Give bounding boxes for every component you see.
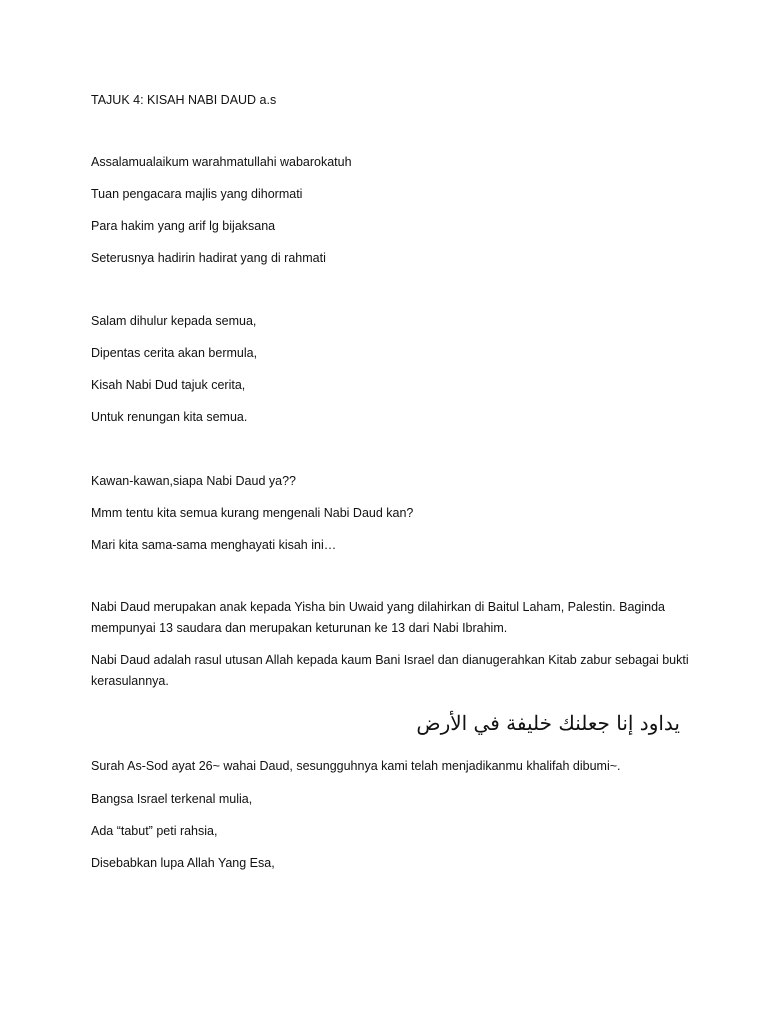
stanza1-line-1: Salam dihulur kepada semua, (91, 314, 257, 328)
paragraph-2: Nabi Daud adalah rasul utusan Allah kepada kaum Bani Israel dan dianugerahkan Kitab zabur sebagai bukti kerasulannya. (91, 653, 689, 688)
surah-line: Surah As-Sod ayat 26~ wahai Daud, sesungguhnya kami telah menjadikanmu khalifah dibumi~. (91, 759, 621, 773)
stanza2-line-2: Mmm tentu kita semua kurang mengenali Nabi Daud kan? (91, 506, 414, 520)
greeting-line-4: Seterusnya hadirin hadirat yang di rahmati (91, 251, 326, 265)
stanza1-line-4: Untuk renungan kita semua. (91, 410, 248, 424)
stanza2-line-3: Mari kita sama-sama menghayati kisah ini… (91, 538, 337, 552)
paragraph-1: Nabi Daud merupakan anak kepada Yisha bin Uwaid yang dilahirkan di Baitul Laham, Palestin. Baginda mempunyai 13 saudara dan merupakan keturunan ke 13 dari Nabi Ibrahim. (91, 600, 665, 635)
arabic-verse: يداود إنا جعلنك خليفة في الأرض (416, 711, 680, 735)
stanza3-line-1: Bangsa Israel terkenal mulia, (91, 792, 253, 806)
greeting-line-1: Assalamualaikum warahmatullahi wabarokatuh (91, 155, 352, 169)
stanza1-line-3: Kisah Nabi Dud tajuk cerita, (91, 378, 246, 392)
greeting-line-2: Tuan pengacara majlis yang dihormati (91, 187, 303, 201)
document-title: TAJUK 4: KISAH NABI DAUD a.s (91, 93, 277, 107)
stanza3-line-3: Disebabkan lupa Allah Yang Esa, (91, 856, 275, 870)
stanza2-line-1: Kawan-kawan,siapa Nabi Daud ya?? (91, 474, 296, 488)
stanza1-line-2: Dipentas cerita akan bermula, (91, 346, 258, 360)
stanza3-line-2: Ada “tabut” peti rahsia, (91, 824, 218, 838)
greeting-line-3: Para hakim yang arif lg bijaksana (91, 219, 276, 233)
